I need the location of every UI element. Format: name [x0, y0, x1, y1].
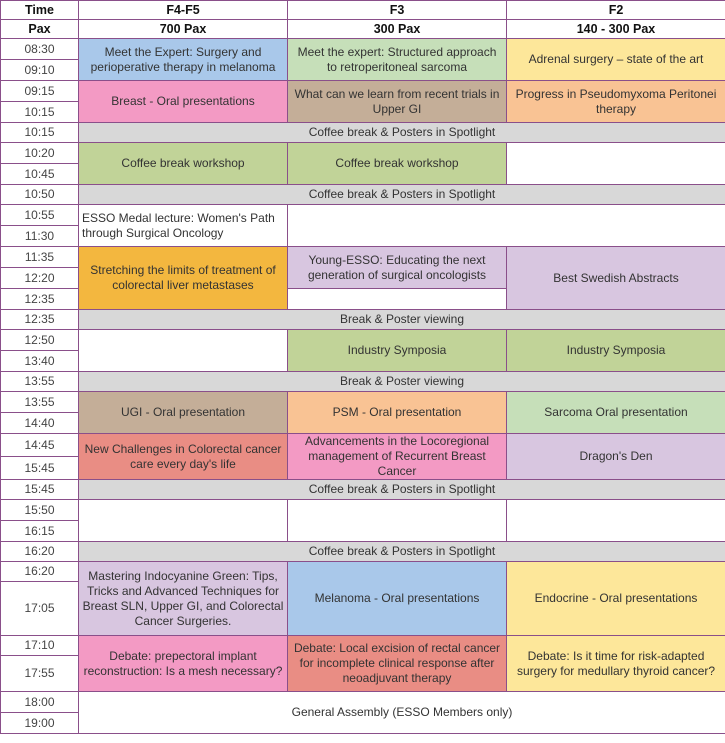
table-row: [1, 562, 725, 582]
session-cell: Progress in Pseudomyxoma Peritonei therapy: [507, 81, 725, 123]
header-row: [1, 1, 725, 20]
time-cell: 12:50: [1, 330, 79, 351]
table-row: [1, 434, 725, 457]
time-cell: 08:30: [1, 39, 79, 60]
time-cell: 12:20: [1, 268, 79, 289]
time-cell: 19:00: [1, 713, 79, 734]
session-cell: ESSO Medal lecture: Women's Path through Surgical Oncology: [79, 205, 288, 247]
time-cell: 15:45: [1, 457, 79, 480]
session-cell: Debate: Is it time for risk-adapted surgery for medullary thyroid cancer?: [507, 636, 725, 692]
time-cell: 17:55: [1, 656, 79, 692]
session-cell: What can we learn from recent trials in Upper GI: [288, 81, 507, 123]
session-cell: Mastering Indocyanine Green: Tips, Tricks and Advanced Techniques for Breast SLN, Upper GI, and Colorectal Cancer Surgeries.: [79, 562, 288, 636]
break-cell: Coffee break & Posters in Spotlight: [79, 185, 725, 205]
pax-f4-f5: 700 Pax: [79, 20, 288, 39]
table-row: [1, 372, 725, 392]
empty-cell: [507, 143, 725, 185]
table-row: [1, 392, 725, 413]
empty-cell: [288, 289, 507, 310]
session-cell: Advancements in the Locoregional management of Recurrent Breast Cancer: [288, 434, 507, 480]
time-cell: 13:55: [1, 372, 79, 392]
table-row: [1, 123, 725, 143]
table-row: [1, 247, 725, 268]
session-cell: Best Swedish Abstracts: [507, 247, 725, 310]
session-cell: Adrenal surgery – state of the art: [507, 39, 725, 81]
session-cell: Coffee break workshop: [79, 143, 288, 185]
time-cell: 10:20: [1, 143, 79, 164]
session-cell: UGI - Oral presentation: [79, 392, 288, 434]
session-cell: Young-ESSO: Educating the next generation of surgical oncologists: [288, 247, 507, 289]
session-cell: Meet the expert: Structured approach to retroperitoneal sarcoma: [288, 39, 507, 81]
time-cell: 09:15: [1, 81, 79, 102]
session-cell: Meet the Expert: Surgery and perioperative therapy in melanoma: [79, 39, 288, 81]
empty-cell: [507, 500, 725, 542]
session-cell: Endocrine - Oral presentations: [507, 562, 725, 636]
pax-f3: 300 Pax: [288, 20, 507, 39]
session-cell: General Assembly (ESSO Members only): [79, 692, 725, 734]
empty-cell: [79, 330, 288, 372]
time-cell: 16:15: [1, 521, 79, 542]
pax-label: Pax: [1, 20, 79, 39]
time-cell: 13:40: [1, 351, 79, 372]
session-cell: Sarcoma Oral presentation: [507, 392, 725, 434]
empty-cell: [288, 205, 725, 247]
break-cell: Coffee break & Posters in Spotlight: [79, 123, 725, 143]
pax-row: [1, 20, 725, 39]
table-row: [1, 185, 725, 205]
table-row: [1, 480, 725, 500]
time-cell: 10:15: [1, 102, 79, 123]
break-cell: Coffee break & Posters in Spotlight: [79, 480, 725, 500]
table-row: [1, 143, 725, 164]
table-row: [1, 692, 725, 713]
time-cell: 15:50: [1, 500, 79, 521]
time-cell: 17:05: [1, 582, 79, 636]
time-cell: 10:15: [1, 123, 79, 143]
header-f3: F3: [288, 1, 507, 20]
table-row: [1, 205, 725, 226]
table-row: [1, 636, 725, 656]
empty-cell: [288, 500, 507, 542]
time-cell: 10:50: [1, 185, 79, 205]
session-cell: Coffee break workshop: [288, 143, 507, 185]
time-cell: 15:45: [1, 480, 79, 500]
session-cell: Industry Symposia: [288, 330, 507, 372]
pax-f2: 140 - 300 Pax: [507, 20, 725, 39]
break-cell: Coffee break & Posters in Spotlight: [79, 542, 725, 562]
time-cell: 10:45: [1, 164, 79, 185]
session-cell: Industry Symposia: [507, 330, 725, 372]
header-time: Time: [1, 1, 79, 20]
table-row: [1, 500, 725, 521]
time-cell: 17:10: [1, 636, 79, 656]
time-cell: 11:35: [1, 247, 79, 268]
time-cell: 12:35: [1, 310, 79, 330]
session-cell: Breast - Oral presentations: [79, 81, 288, 123]
time-cell: 11:30: [1, 226, 79, 247]
table-row: [1, 542, 725, 562]
session-cell: PSM - Oral presentation: [288, 392, 507, 434]
session-cell: Debate: Local excision of rectal cancer for incomplete clinical response after neoadjuvant therapy: [288, 636, 507, 692]
time-cell: 16:20: [1, 542, 79, 562]
header-f2: F2: [507, 1, 725, 20]
empty-cell: [79, 500, 288, 542]
time-cell: 12:35: [1, 289, 79, 310]
table-row: [1, 310, 725, 330]
session-cell: Melanoma - Oral presentations: [288, 562, 507, 636]
table-row: [1, 330, 725, 351]
time-cell: 16:20: [1, 562, 79, 582]
session-cell: Dragon's Den: [507, 434, 725, 480]
break-cell: Break & Poster viewing: [79, 372, 725, 392]
time-cell: 10:55: [1, 205, 79, 226]
time-cell: 13:55: [1, 392, 79, 413]
time-cell: 14:40: [1, 413, 79, 434]
session-cell: New Challenges in Colorectal cancer care every day's life: [79, 434, 288, 480]
table-row: [1, 81, 725, 102]
header-f4-f5: F4-F5: [79, 1, 288, 20]
time-cell: 09:10: [1, 60, 79, 81]
session-cell: Debate: prepectoral implant reconstruction: Is a mesh necessary?: [79, 636, 288, 692]
break-cell: Break & Poster viewing: [79, 310, 725, 330]
session-cell: Stretching the limits of treatment of colorectal liver metastases: [79, 247, 288, 310]
table-row: [1, 39, 725, 60]
time-cell: 14:45: [1, 434, 79, 457]
time-cell: 18:00: [1, 692, 79, 713]
